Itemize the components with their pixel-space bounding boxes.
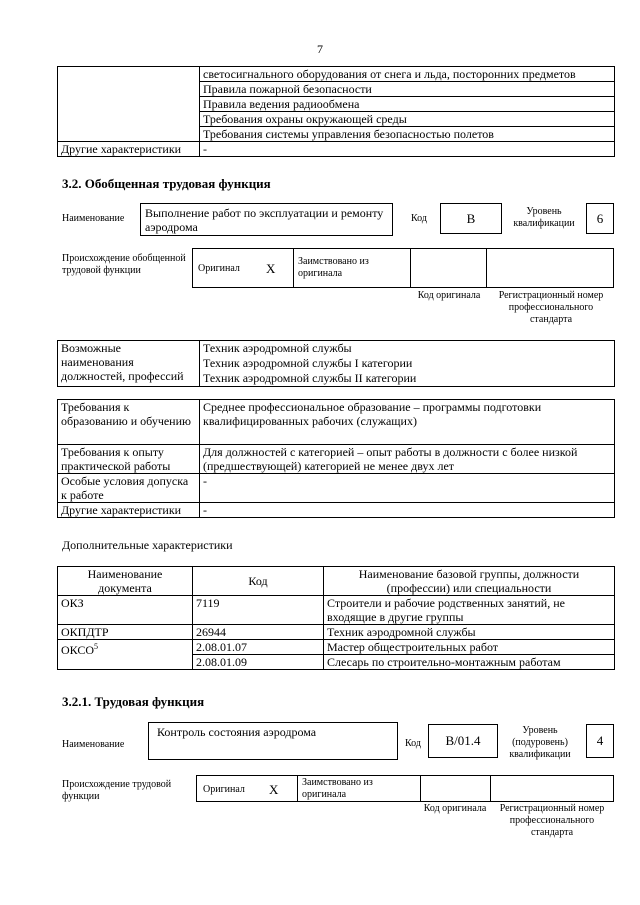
name-label: Наименование [62,213,125,224]
row-code: 2.08.01.09 [193,655,324,670]
code-label: Код [411,213,427,224]
top-table-row: Правила ведения радиообмена [200,97,615,112]
code-value-box: B [440,203,502,234]
top-table-label-cell [58,67,200,142]
positions-list [200,341,615,387]
other-characteristics-value: - [200,142,615,157]
top-table-row: Требования системы управления безопасностью полетов [200,127,615,142]
code-original-caption: Код оригинала [417,290,481,301]
name-label: Наименование [62,739,125,750]
row-doc [58,640,193,670]
special-conditions-value: - [200,474,615,503]
footnote-mark: 5 [94,642,99,651]
experience-label: Требования к опыту практической работы [58,445,200,474]
origin-divider [420,775,421,802]
position-item: Техник аэродромной службы I категории [203,356,413,370]
additional-table [57,566,615,670]
code-value-box: B/01.4 [428,724,498,758]
code-label: Код [405,738,421,749]
table-row [58,640,615,655]
origin-divider [293,248,294,288]
row-name: Техник аэродромной службы [324,625,615,640]
position-item: Техник аэродромной службы [203,341,352,355]
origin-divider [486,248,487,288]
positions-label: Возможные наименования должностей, профессий [58,341,200,387]
level-value-box: 4 [586,724,614,758]
table-row [58,625,615,640]
level-label: Уровень (подуровень) квалификации [509,725,571,760]
original-mark: X [266,261,276,276]
row-doc: ОКПДТР [58,625,193,640]
row-code: 2.08.01.07 [193,640,324,655]
positions-table [57,340,615,387]
original-mark: X [269,782,279,797]
row-name: Строители и рабочие родственных занятий, не входящие в другие группы [324,596,615,625]
top-table-row: Правила пожарной безопасности [200,82,615,97]
section-title: 3.2. Обобщенная трудовая функция [62,176,271,191]
original-label: Оригинал [198,263,240,274]
row-code: 26944 [193,625,324,640]
other-characteristics-value: - [200,503,615,518]
table-row [58,596,615,625]
function-name-box: Выполнение работ по эксплуатации и ремонту аэродрома [140,203,393,236]
level-label: Уровень квалификации [513,206,575,229]
experience-value: Для должностей с категорией – опыт работы в должности с более низкой (предшествующей) категорией не менее двух лет [200,445,615,474]
origin-label: Происхождение обобщенной трудовой функции [62,253,186,276]
other-characteristics-label: Другие характеристики [58,142,200,157]
original-label: Оригинал [203,784,245,795]
other-characteristics-label: Другие характеристики [58,503,200,518]
top-table-row: светосигнального оборудования от снега и льда, посторонних предметов [200,67,615,82]
section-title: 3.2.1. Трудовая функция [62,694,205,709]
borrowed-label: Заимствовано из оригинала [302,777,373,800]
origin-divider [297,775,298,802]
header-group-name: Наименование базовой группы, должности (профессии) или специальности [324,567,615,596]
top-table-row: Требования охраны окружающей среды [200,112,615,127]
function-name-box: Контроль состояния аэродрома [148,722,398,760]
header-document: Наименование документа [58,567,193,596]
level-value-box: 6 [586,203,614,234]
reg-number-caption: Регистрационный номер профессионального стандарта [498,290,604,325]
special-conditions-label: Особые условия допуска к работе [58,474,200,503]
origin-grid [192,248,614,288]
origin-divider [490,775,491,802]
origin-divider [410,248,411,288]
origin-label: Происхождение трудовой функции [62,779,172,802]
row-doc-text: ОКСО [61,643,95,657]
additional-title: Дополнительные характеристики [62,538,233,552]
education-label: Требования к образованию и обучению [58,400,200,445]
header-code: Код [193,567,324,596]
row-doc: ОКЗ [58,596,193,625]
row-name: Слесарь по строительно-монтажным работам [324,655,615,670]
row-name: Мастер общестроительных работ [324,640,615,655]
position-item: Техник аэродромной службы II категории [203,371,417,385]
code-original-caption: Код оригинала [423,803,487,814]
page-number: 7 [317,42,323,56]
reg-number-caption: Регистрационный номер профессионального стандарта [499,803,605,838]
borrowed-label: Заимствовано из оригинала [298,256,369,279]
education-value: Среднее профессиональное образование – программы подготовки квалифицированных рабочих (служащих) [200,400,615,445]
row-code: 7119 [193,596,324,625]
requirements-table [57,399,615,518]
top-table [57,66,615,157]
